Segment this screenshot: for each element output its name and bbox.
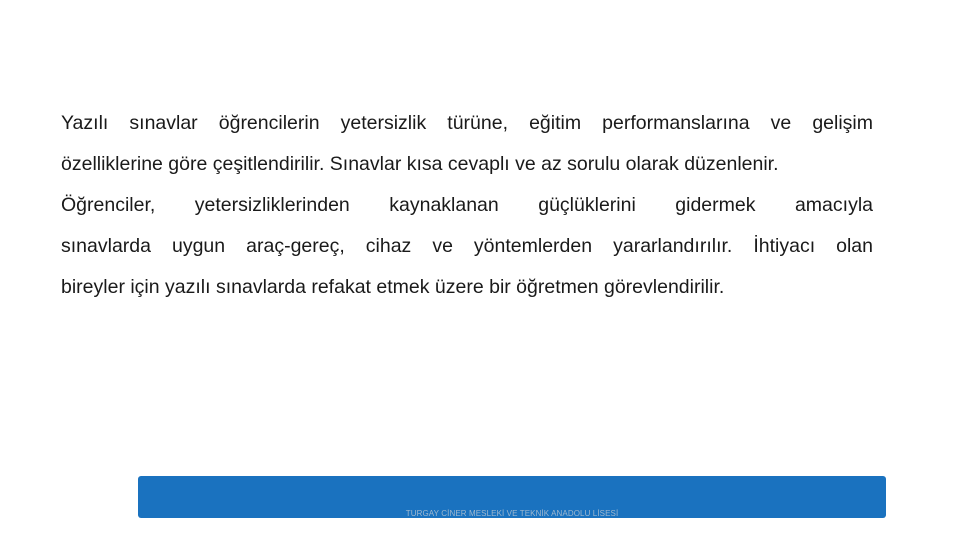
paragraph-line-1: Yazılı sınavlar öğrencilerin yetersizlik türüne, eğitim performanslarına ve gelişim xyxy=(61,112,873,134)
paragraph-line-3: Öğrenciler, yetersizliklerinden kaynaklanan güçlüklerini gidermek amacıyla xyxy=(61,194,873,216)
footer-bar xyxy=(138,476,886,518)
paragraph-line-5: bireyler için yazılı sınavlarda refakat etmek üzere bir öğretmen görevlendirilir. xyxy=(61,276,725,298)
paragraph-line-2: özelliklerine göre çeşitlendirilir. Sınavlar kısa cevaplı ve az sorulu olarak düzenlenir. xyxy=(61,153,779,175)
paragraph-line-4: sınavlarda uygun araç-gereç, cihaz ve yöntemlerden yararlandırılır. İhtiyacı olan xyxy=(61,235,873,257)
footer-school-name: TURGAY CİNER MESLEKİ VE TEKNİK ANADOLU LİSESİ xyxy=(405,509,619,518)
paragraph xyxy=(61,103,873,308)
